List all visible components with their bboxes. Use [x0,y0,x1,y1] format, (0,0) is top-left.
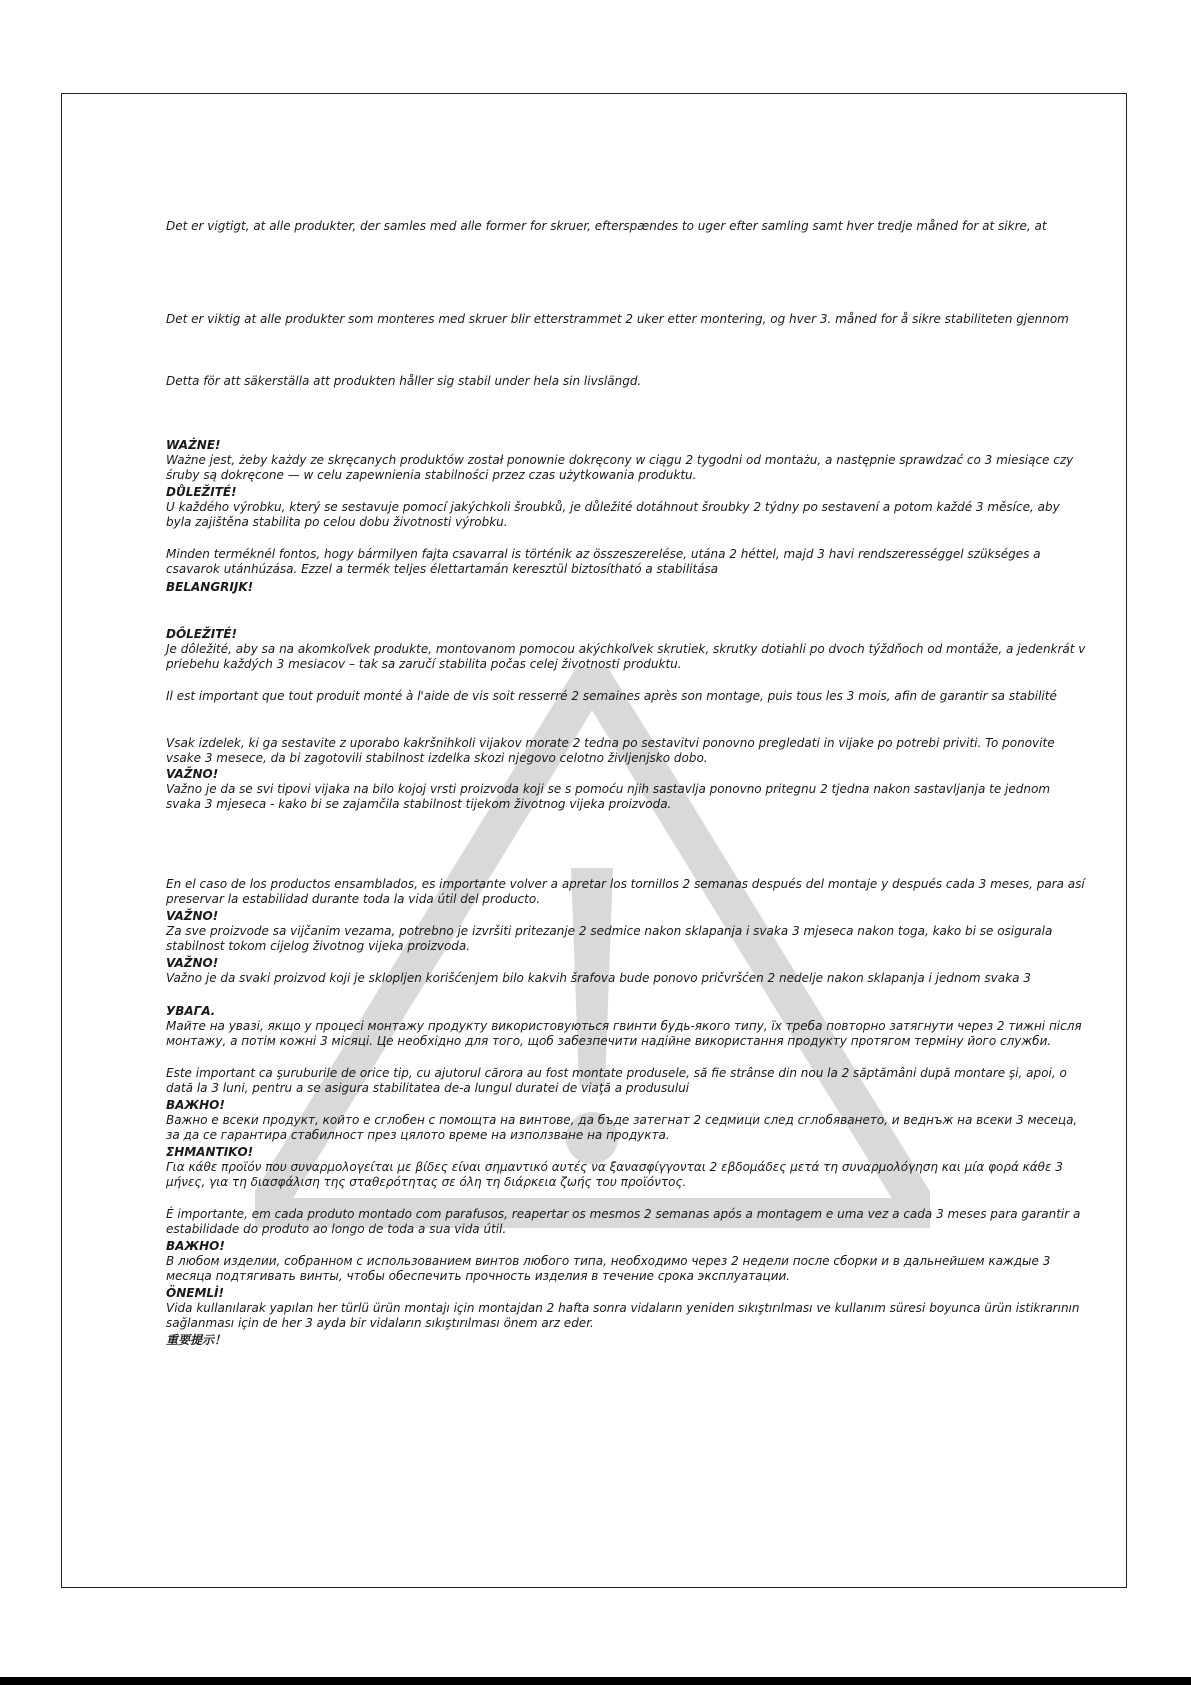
text-uk: Майте на увазі, якщо у процесі монтажу продукту використовуються гвинти будь-якого типу, їх треба повторно затягнути через 2 тижні після монтажу, а потім кожні 3 місяці. Це необхідно для того, щоб забезпечити надійне використання продукту протягом терміну його служби. [166,1019,1082,1048]
heading-cs: DŮLEŽITÉ! [166,485,237,499]
text-cs: U každého výrobku, který se sestavuje pomocí jakýchkoli šroubků, je důležité dotáhnout šroubky 2 týdny po sestavení a potom každé 3 měsíce, aby byla zajištěna stabilita po celou dobu životnosti výrobku. [166,500,1060,529]
bottom-edge-bar [0,1677,1191,1685]
text-sr: Važno je da svaki proizvod koji je sklopljen korišćenjem bilo kakvih šrafova bude ponovo pričvršćen 2 nedelje nakon sklapanja i jednom svaka 3 [166,971,1031,985]
text-ru: В любом изделии, собранном с использованием винтов любого типа, необходимо через 2 недели после сборки и в дальнейшем каждые 3 месяца подтягивать винты, чтобы обеспечить прочность изделия в течение срока эксплуатации. [166,1254,1051,1283]
text-fr: Il est important que tout produit monté à l'aide de vis soit resserré 2 semaines après son montage, puis tous les 3 mois, afin de garantir sa stabilité [166,689,1057,703]
heading-bs: VAŽNO! [166,909,219,923]
text-ro: Este important ca şuruburile de orice tip, cu ajutorul cărora au fost montate produsele, să fie strânse din nou la 2 săptămâni după montare şi, apoi, o dată la 3 luni, pentru a se asigura stabilitatea de-a lungul duratei de viaţă a produsului [166,1066,1067,1095]
text-bs: Za sve proizvode sa vijčanim vezama, potrebno je izvršiti pritezanje 2 sedmice nakon sklapanja i svaka 3 mjeseca nakon toga, kako bi se osigurala stabilnost tokom cijelog životnog vijeka proizvoda. [166,924,1053,953]
text-es: En el caso de los productos ensamblados, es importante volver a apretar los tornillos 2 semanas después del montaje y después cada 3 meses, para así preservar la estabilidad durante toda la vida útil del producto. [166,877,1085,906]
heading-zh: 重要提示！ [166,1333,227,1347]
text-sv: Detta för att säkerställa att produkten håller sig stabil under hela sin livslängd. [166,374,642,388]
text-sk: Je dôležité, aby sa na akomkoľvek produkte, montovanom pomocou akýchkoľvek skrutiek, skrutky dotiahli po dvoch týždňoch od montáže, a jedenkrát v priebehu každých 3 mesiacov – tak sa zaručí stabilita počas celej životnosti produktu. [166,642,1086,671]
heading-hr: VAŽNO! [166,767,219,781]
heading-pl: WAŻNE! [166,438,221,452]
text-hr: Važno je da se svi tipovi vijaka na bilo kojoj vrsti proizvoda koji se s pomoću njih sastavlja ponovno pritegnu 2 tjedna nakon sastavljanja te jednom svaka 3 mjeseca - kako bi se zajamčila stabilnost tijekom životnog vijeka proizvoda. [166,782,1051,811]
text-tr: Vida kullanılarak yapılan her türlü ürün montajı için montajdan 2 hafta sonra vidaların yeniden sıkıştırılması ve kullanım süresi boyunca ürün istikrarının sağlanması için de her 3 ayda bir vidaların sıkıştırılması önem arz eder. [166,1301,1080,1330]
heading-sr: VAŽNO! [166,956,219,970]
heading-nl: BELANGRIJK! [166,580,254,594]
text-el: Για κάθε προϊόν που συναρμολογείται με βίδες είναι σημαντικό αυτές να ξανασφίγγονται 2 εβδομάδες μετά τη συναρμολόγηση και μία φορά κάθε 3 μήνες, για τη διασφάλιση της σταθερότητας σε όλη τη διάρκεια ζωής του προϊόντος. [166,1160,1063,1189]
heading-el: ΣΗΜΑΝΤΙΚΟ! [166,1145,254,1159]
text-sl: Vsak izdelek, ki ga sestavite z uporabo kakršnihkoli vijakov morate 2 tedna po sestavitvi ponovno pregledati in vijake po potrebi priviti. To ponovite vsake 3 mesece, da bi zagotovili stabilnost izdelka skozi njegovo celotno življenjsko dobo. [166,736,1055,765]
text-hu: Minden terméknél fontos, hogy bármilyen fajta csavarral is történik az összeszerelése, utána 2 héttel, majd 3 havi rendszerességgel szükséges a csavarok utánhúzása. Ezzel a termék teljes élettartamán keresztül biztosítható a stabilitása [166,547,1041,576]
heading-tr: ÖNEMLİ! [166,1286,224,1300]
heading-uk: УВАГА. [166,1004,216,1018]
heading-bg: ВАЖНО! [166,1098,225,1112]
text-da: Det er vigtigt, at alle produkter, der samles med alle former for skruer, efterspændes to uger efter samling samt hver tredje måned for at sikre, at [166,219,1047,233]
heading-sk: DÔLEŽITÉ! [166,627,238,641]
text-pt: É importante, em cada produto montado com parafusos, reapertar os mesmos 2 semanas após a montagem e uma vez a cada 3 meses para garantir a estabilidade do produto ao longo de toda a sua vida útil. [166,1207,1081,1236]
heading-ru: ВАЖНО! [166,1239,225,1253]
text-pl: Ważne jest, żeby każdy ze skręcanych produktów został ponownie dokręcony w ciągu 2 tygodni od montażu, a następnie sprawdzać co 3 miesiące czy śruby są dokręcone — w celu zapewnienia stabilności przez czas użytkowania produktu. [166,453,1074,482]
text-bg: Важно е всеки продукт, който е сглобен с помощта на винтове, да бъде затегнат 2 седмици след сглобяването, и веднъж на всеки 3 месеца, за да се гарантира стабилност през цялото време на използване на продукта. [166,1113,1078,1142]
text-no: Det er viktig at alle produkter som monteres med skruer blir etterstrammet 2 uker etter montering, og hver 3. måned for å sikre stabiliteten gjennom [166,312,1069,326]
